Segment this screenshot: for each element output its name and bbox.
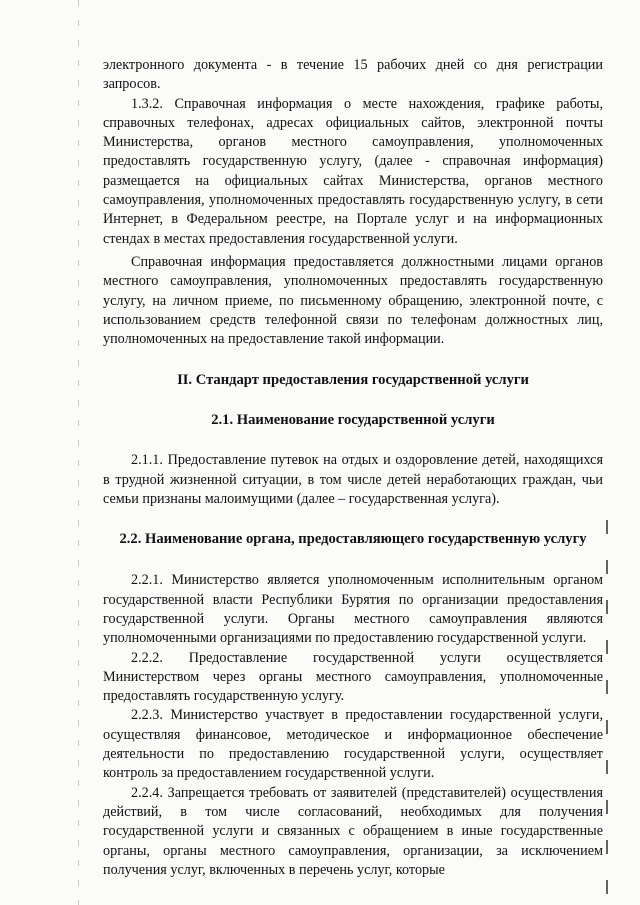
subsection-2-1-title: 2.1. Наименование государственной услуги [211,412,495,429]
paragraph-continuation: электронного документа - в течение 15 рабочих дней со дня регистрации запросов. [103,57,603,93]
paragraph-reference-info: Справочная информация предоставляется должностными лицами органов местного самоуправления, уполномоченных предоставлять государственную услугу, на личном приеме, по письменному обращению, электронной почте, с использованием средств телефонной связи по телефонам должностных лиц, уполномоченных на предоставление такой информации. [103,253,603,348]
scan-binding-edge [78,0,79,905]
paragraph-2-2-4: 2.2.4. Запрещается требовать от заявителей (представителей) осуществления действий, в том числе согласований, необходимых для получения государственной услуги и связанных с обращением в иные государственные органы, органы местного самоуправления, организации, за исключением получения услуг, включенных в перечень услуг, которые [103,784,603,878]
paragraph-2-2-1: 2.2.1. Министерство является уполномоченным исполнительным органом государственной власти Республики Бурятия по организации предоставления государственной услуги. Органы местного самоуправления являются уполномоченными организациями по предоставлению государственной услуги. [103,572,603,647]
paragraph-1-3-2: 1.3.2. Справочная информация о месте нахождения, графике работы, справочных телефонах, адресах официальных сайтов, электронной почты Министерства, органов местного самоуправления, уполномоченных предоставлять государственную услугу, (далее - справочная информация) размещается на официальных сайтах Министерства, органов местного самоуправления, уполномоченных предоставлять государственную услугу, в сети Интернет, в Федеральном реестре, на Портале услуг и на информационных стендах в местах предоставления государственной услуги. [103,95,603,247]
document-body [103,56,603,880]
paragraph-2-2-2: 2.2.2. Предоставление государственной услуги осуществляется Министерством через органы местного самоуправления, уполномоченные предоставлять государственную услугу. [103,649,603,705]
subsection-2-2-title: 2.2. Наименование органа, предоставляющего государственную услугу [119,531,587,548]
scan-edge-marks [606,520,608,905]
paragraph-2-2-3: 2.2.3. Министерство участвует в предоставлении государственной услуги, осуществляя финансовое, методическое и информационное обеспечение деятельности по предоставлению государственной услуги, осуществляет контроль за предоставлением государственной услуги. [103,707,603,782]
section-title: II. Стандарт предоставления государственной услуги [177,372,529,389]
paragraph-2-1-1: 2.1.1. Предоставление путевок на отдых и оздоровление детей, находящихся в трудной жизненной ситуации, в том числе детей неработающих граждан, чьи семьи признаны малоимущими (далее – государственная услуга). [103,452,603,508]
